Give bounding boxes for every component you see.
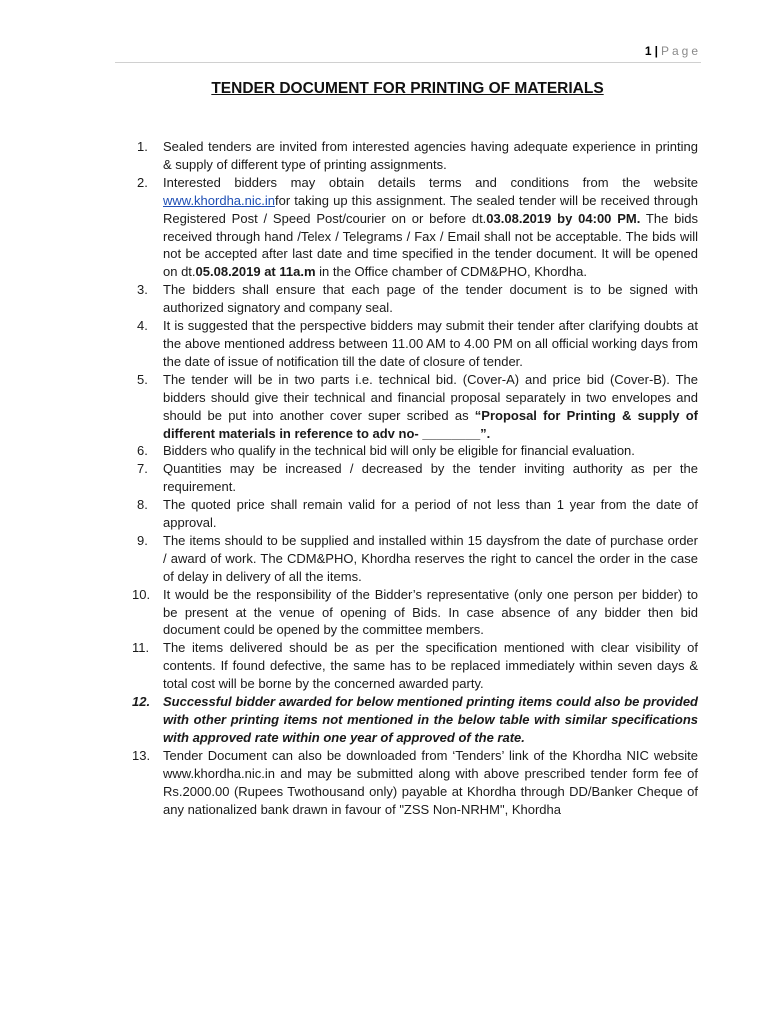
term-emphasis: “Proposal for Printing & supply of different materials in reference to adv no- ________”.	[163, 407, 698, 441]
term-number: 9.	[137, 532, 148, 548]
term-item	[132, 693, 698, 747]
term-number: 2.	[137, 174, 148, 190]
term-number: 10.	[132, 586, 151, 602]
term-number: 4.	[137, 318, 148, 334]
term-text	[163, 694, 698, 745]
term-text	[163, 282, 698, 315]
term-number: 1.	[137, 139, 148, 154]
term-number: 3.	[137, 282, 148, 298]
term-segment: The quoted price shall remain valid for a period of not less than 1 year from the date of approval.	[163, 497, 698, 531]
term-item	[132, 460, 698, 496]
term-segment: It is suggested that the perspective bidders may submit their tender after clarifying doubts at the above mentioned address between 11.00 AM to 4.00 PM on all official working days from the date of issue of notification till the date of closure of tender.	[163, 318, 698, 369]
term-number: 12.	[132, 694, 151, 710]
term-text	[163, 318, 698, 369]
term-item	[132, 532, 698, 586]
term-number: 5.	[137, 371, 148, 387]
term-item	[132, 138, 698, 174]
term-number: 13.	[132, 747, 151, 763]
term-segment: Interested bidders may obtain details terms and conditions from the website	[163, 174, 698, 190]
term-segment: Tender Document can also be downloaded from ‘Tenders’ link of the Khordha NIC website www.khordha.nic.in and may be submitted along with above prescribed tender form fee of Rs.2000.00 (Rupees Twothousand only) payable at Khordha through DD/Banker Cheque of any nationalized bank drawn in favour of "ZSS Non-NRHM", Khordha	[163, 747, 698, 817]
term-segment: The items delivered should be as per the specification mentioned with clear visibility of contents. If found defective, the same has to be replaced immediately within seven days & total cost will be borne by the concerned awarded party.	[163, 640, 698, 692]
term-number: 7.	[137, 461, 148, 477]
term-segment: Quantities may be increased / decreased by the tender inviting authority as per the requirement.	[163, 461, 698, 495]
term-item	[132, 174, 698, 281]
term-item	[132, 317, 698, 371]
term-text	[163, 443, 635, 458]
term-text	[163, 748, 698, 817]
term-segment: in the Office chamber of CDM&PHO, Khordha.	[315, 264, 587, 280]
term-segment: Successful bidder awarded for below mentioned printing items could also be provided with other printing items not mentioned in the below table with similar specifications with approved rate within one year of approved of the rate.	[163, 694, 698, 745]
term-segment: The tender will be in two parts i.e. technical bid. (Cover-A) and price bid (Cover-B). The bidders should give their technical and financial proposal separately in two envelopes and should be put into another cover super scribed as	[163, 371, 698, 423]
term-text	[163, 640, 698, 691]
page-number: 1	[644, 44, 652, 58]
document-title: TENDER DOCUMENT FOR PRINTING OF MATERIALS	[211, 80, 604, 97]
term-text	[163, 139, 698, 172]
term-segment: The bids received through hand /Telex / Telegrams / Fax / Email shall not be acceptable. The bids will not be accepted after last date and time specified in the tender document. It will be opened on dt.	[163, 210, 698, 280]
term-text	[163, 533, 698, 584]
term-segment: The items should to be supplied and installed within 15 daysfrom the date of purchase order / award of work. The CDM&PHO, Khordha reserves the right to cancel the order in the case of delay in delivery of all the items.	[163, 532, 698, 584]
page-separator: |	[654, 44, 658, 58]
term-number: 11.	[132, 640, 150, 656]
website-link[interactable]: www.khordha.nic.in	[163, 192, 275, 208]
term-text	[163, 497, 698, 530]
page-label: Page	[660, 44, 701, 58]
term-emphasis: 03.08.2019 by 04:00 PM.	[486, 210, 641, 226]
term-segment: Sealed tenders are invited from interested agencies having adequate experience in printing & supply of different type of printing assignments.	[163, 139, 698, 172]
term-item	[132, 442, 698, 460]
term-segment: Bidders who qualify in the technical bid will only be eligible for financial evaluation.	[163, 443, 635, 459]
term-number: 8.	[137, 497, 148, 513]
terms-list	[132, 138, 698, 818]
term-number: 6.	[137, 443, 148, 459]
term-emphasis: 05.08.2019 at 11a.m	[195, 264, 316, 280]
term-text	[163, 372, 698, 441]
term-text	[163, 587, 698, 638]
term-item	[132, 586, 698, 640]
term-text	[163, 461, 698, 494]
term-segment: The bidders shall ensure that each page of the tender document is to be signed with authorized signatory and company seal.	[163, 282, 698, 316]
term-item	[132, 747, 698, 819]
term-item	[132, 281, 698, 317]
term-text	[163, 175, 698, 280]
term-segment: It would be the responsibility of the Bidder’s representative (only one person per bidder) to be present at the venue of opening of Bids. In case absence of any bidder then bid document could be opened by the committee members.	[163, 586, 698, 638]
page-header	[115, 44, 701, 63]
term-item	[132, 496, 698, 532]
term-segment: for taking up this assignment. The sealed tender will be received through Registered Post / Speed Post/courier on or before dt.	[163, 192, 698, 226]
term-item	[132, 639, 698, 693]
term-item	[132, 371, 698, 443]
